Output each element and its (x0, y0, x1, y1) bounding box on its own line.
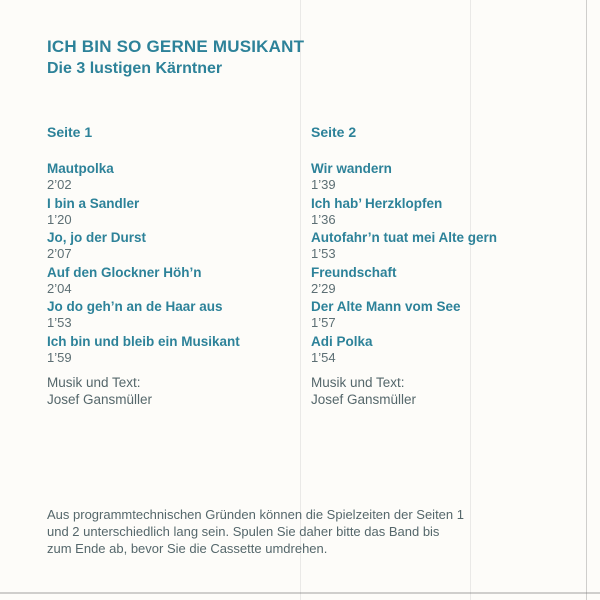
track-title: Ich bin und bleib ein Musikant (47, 333, 240, 349)
credits (47, 374, 297, 408)
track-title: Freundschaft (311, 264, 397, 280)
track-item (311, 160, 561, 195)
track-item (47, 298, 297, 333)
track-duration: 1’54 (311, 349, 336, 365)
track-duration: 1’57 (311, 315, 336, 330)
playback-note (47, 506, 559, 557)
note-line: zum Ende ab, bevor Sie die Cassette umdrehen. (47, 541, 328, 556)
track-item (47, 333, 297, 368)
track-item (47, 229, 297, 264)
track-title: Wir wandern (311, 161, 392, 176)
credit-name: Josef Gansmüller (311, 392, 417, 407)
track-item (47, 264, 297, 299)
credit-label: Musik und Text: (311, 375, 405, 390)
track-duration: 2’04 (47, 280, 72, 296)
card-edge (586, 0, 587, 600)
credit-name: Josef Gansmüller (47, 392, 153, 407)
track-item (311, 298, 561, 333)
credits (311, 374, 561, 408)
track-item (47, 160, 297, 195)
track-title: I bin a Sandler (47, 195, 140, 211)
track-title: Mautpolka (47, 161, 114, 176)
side-1-heading: Seite 1 (47, 124, 93, 140)
track-title: Jo do geh’n an de Haar aus (47, 299, 223, 314)
track-title: Autofahr’n tuat mei Alte gern (311, 230, 498, 245)
track-title: Ich hab’ Herzklopfen (311, 195, 443, 211)
credit-label: Musik und Text: (47, 375, 141, 390)
track-title: Jo, jo der Durst (47, 230, 147, 245)
side-1-tracklist (47, 124, 297, 408)
album-title: ICH BIN SO GERNE MUSIKANT (47, 37, 305, 56)
track-duration: 1’53 (311, 246, 336, 261)
track-duration: 2’07 (47, 246, 72, 261)
track-item (311, 195, 561, 230)
track-item (311, 333, 561, 368)
track-title: Adi Polka (311, 333, 373, 349)
track-duration: 1’53 (47, 315, 72, 330)
track-duration: 1’20 (47, 211, 72, 227)
side-2-heading: Seite 2 (311, 124, 357, 140)
track-item (311, 229, 561, 264)
track-title: Auf den Glockner Höh’n (47, 264, 202, 280)
track-duration: 1’36 (311, 211, 336, 227)
track-item (47, 195, 297, 230)
track-title: Der Alte Mann vom See (311, 299, 461, 314)
card-bottom-edge (0, 592, 600, 594)
track-duration: 2’29 (311, 280, 336, 296)
track-duration: 2’02 (47, 177, 72, 192)
track-item (311, 264, 561, 299)
artist-name: Die 3 lustigen Kärntner (47, 60, 223, 77)
track-duration: 1’59 (47, 349, 72, 365)
note-line: und 2 unterschiedlich lang sein. Spulen Sie daher bitte das Band bis (47, 524, 440, 539)
track-duration: 1’39 (311, 177, 336, 192)
note-line: Aus programmtechnischen Gründen können die Spielzeiten der Seiten 1 (47, 507, 464, 522)
side-2-tracklist (311, 124, 561, 408)
